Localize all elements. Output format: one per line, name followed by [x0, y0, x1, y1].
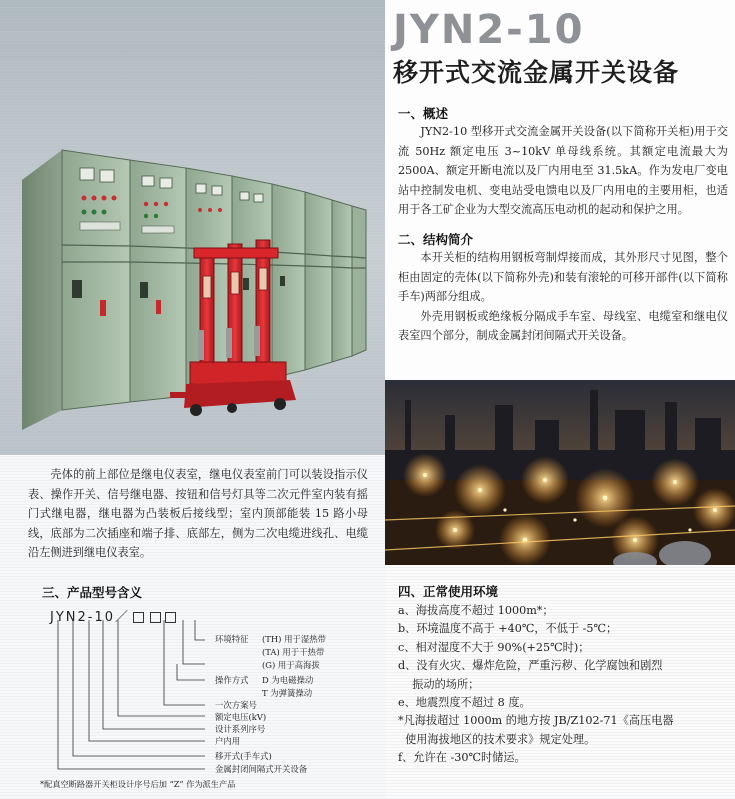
label-movable: 移开式(手车式)	[215, 751, 272, 761]
label-env: 环境特征	[215, 634, 249, 644]
condition-item: c、相对湿度不大于 90%(+25℃时)；	[398, 640, 590, 654]
condition-item: b、环境温度不高于 +40℃，不低于 -5℃；	[398, 622, 618, 636]
label-indoor: 户内用	[215, 736, 241, 746]
condition-item: d、没有火灾、爆炸危险，严重污秽、化学腐蚀和剧烈	[398, 659, 663, 673]
condition-item: 振动的场所；	[398, 677, 480, 691]
condition-item: *凡海拔超过 1000m 的地方按 JB/Z102-71《高压电器	[398, 714, 674, 728]
label-ta: (TA) 用于干热带	[262, 647, 325, 657]
label-op: 操作方式	[215, 675, 249, 685]
overview-text: JYN2-10 型移开式交流金属开关设备(以下简称开关柜)用于交流 50Hz 额定电压 3~10kV 单母线系统。其额定电流最大为 2500A、额定开断电流以及厂内用电至 31.5kA。作为发电厂变电站中控制发电机、变电站受电馈电以及厂内用电的主要用柜，也适用于各工矿企业为大型交流高压电动机的起动和保护之用。	[398, 125, 728, 216]
condition-item: a、海拔高度不超过 1000m*；	[398, 604, 554, 617]
condition-item: f、允许在 -30℃时储运。	[398, 751, 526, 765]
label-d: D 为电磁操动	[262, 675, 314, 685]
model-heading: 三、产品型号含义	[42, 585, 143, 600]
conditions-heading: 四、正常使用环境	[398, 584, 499, 599]
model-code-text: JYN2-10／	[50, 610, 131, 625]
condition-item: 使用海拔地区的技术要求》规定处理。	[398, 732, 596, 746]
condition-item: e、地震烈度不超过 8 度。	[398, 696, 531, 710]
label-g: (G) 用于高海拔	[262, 660, 320, 670]
structure-paragraph-1: 本开关柜的结构用钢板弯制焊接而成，其外形尺寸见图，整个柜由固定的壳体(以下简称外壳)和装有滚轮的可移开部件(以下简称手车)两部分组成。	[398, 251, 728, 303]
page-title: JYN2-10	[393, 7, 585, 53]
structure-paragraph-2: 外壳用钢板或绝缘板分隔成手车室、母线室、电缆室和继电仪表室四个部分，制成金属封闭间隔式开关设备。	[398, 309, 728, 342]
page-subtitle: 移开式交流金属开关设备	[393, 58, 680, 87]
structure-section	[398, 232, 728, 346]
structure-heading: 二、结构简介	[398, 232, 474, 247]
label-voltage: 额定电压(kV)	[215, 712, 267, 722]
structure-paragraph-3: 壳体的前上部位是继电仪表室，继电仪表室前门可以装设指示仪表、操作开关、信号继电器、按钮和信号灯具等二次元件室内装有摇门式继电器，继电器为凸装板后接线型；室内顶部能装 15 路小母线，底部为二次插座和端子排、底部左，侧为二次电缆进线孔、电缆沿左侧进到继电仪表室。	[28, 468, 368, 559]
label-metal: 金属封闭间隔式开关设备	[215, 764, 308, 774]
conditions-section	[398, 584, 728, 768]
label-t: T 为弹簧操动	[262, 688, 313, 698]
label-th: (TH) 用于湿热带	[262, 634, 326, 644]
overview-heading: 一、概述	[398, 106, 449, 121]
label-scheme: 一次方案号	[215, 700, 257, 710]
overview-section	[398, 106, 728, 220]
label-series: 设计系列序号	[215, 724, 266, 734]
industrial-night-photo	[385, 380, 735, 565]
model-footnote: *配真空断路器开关柜设计序号后加 “Z” 作为派生产品	[40, 779, 236, 789]
